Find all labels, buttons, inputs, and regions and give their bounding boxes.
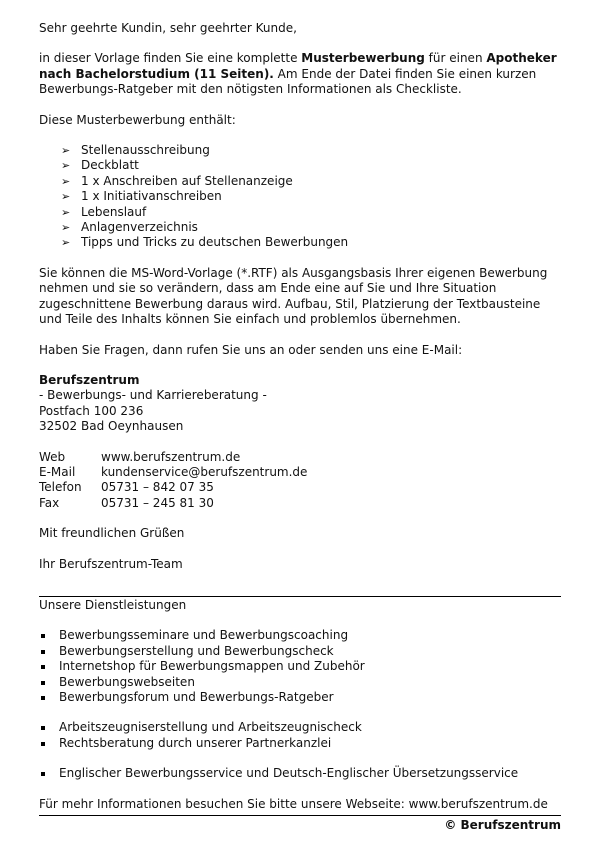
- intro-bold-musterbewerbung: Musterbewerbung: [301, 51, 425, 66]
- services-list-1: [39, 628, 561, 705]
- contact-value-fax: 05731 – 245 81 30: [101, 495, 214, 510]
- contact-label: E-Mail: [39, 464, 76, 479]
- org-postbox: Postfach 100 236: [39, 403, 144, 418]
- intro-text-2: für einen: [424, 51, 487, 66]
- greeting: Sehr geehrte Kundin, sehr geehrter Kunde,: [39, 21, 297, 35]
- closing: Mit freundlichen Grüßen: [39, 526, 185, 541]
- list-item: ➢ 1 x Initiativanschreiben: [61, 189, 561, 204]
- org-name: Berufszentrum: [39, 372, 140, 387]
- intro-text-3: Am Ende der Datei finden Sie einen kurzen Bewerbungs-Ratgeber mit den nötigsten Informationen als Checkliste.: [39, 66, 537, 97]
- list-item: ➢ Deckblatt: [61, 158, 561, 173]
- list-item: ➢ Lebenslauf: [61, 205, 561, 220]
- service-item: Arbeitszeugniserstellung und Arbeitszeugnischeck: [39, 720, 561, 735]
- contents-list: [39, 143, 561, 251]
- contact-value-phone: 05731 – 842 07 35: [101, 480, 214, 495]
- contact-row-phone: [39, 480, 307, 495]
- service-item: Englischer Bewerbungsservice und Deutsch-Englischer Übersetzungsservice: [39, 766, 561, 781]
- document-page: [39, 21, 561, 833]
- service-item: Bewerbungsseminare und Bewerbungscoaching: [39, 628, 561, 643]
- service-item: Bewerbungsforum und Bewerbungs-Ratgeber: [39, 690, 561, 705]
- list-item: ➢ Tipps und Tricks zu deutschen Bewerbungen: [61, 235, 561, 250]
- service-item: Rechtsberatung durch unserer Partnerkanzlei: [39, 736, 561, 751]
- intro-paragraph: [39, 51, 561, 97]
- list-item: ➢ Anlagenverzeichnis: [61, 220, 561, 235]
- list-item: ➢ 1 x Anschreiben auf Stellenanzeige: [61, 174, 561, 189]
- divider: [39, 596, 561, 597]
- list-item: ➢ Stellenausschreibung: [61, 143, 561, 158]
- org-tagline: - Bewerbungs- und Karriereberatung -: [39, 388, 267, 403]
- more-info: Für mehr Informationen besuchen Sie bitte unsere Webseite: www.berufszentrum.de: [39, 796, 548, 811]
- contact-table: [39, 450, 307, 512]
- service-item: Bewerbungserstellung und Bewerbungscheck: [39, 644, 561, 659]
- service-item: Internetshop für Bewerbungsmappen und Zubehör: [39, 659, 561, 674]
- contents-heading: Diese Musterbewerbung enthält:: [39, 112, 236, 127]
- copyright: © Berufszentrum: [444, 818, 561, 833]
- services-list-3: [39, 766, 561, 781]
- services-list-2: [39, 720, 561, 751]
- contact-label: Web: [39, 449, 66, 464]
- divider: [39, 815, 561, 816]
- services-heading: Unsere Dienstleistungen: [39, 597, 187, 612]
- contact-label: Telefon: [39, 480, 82, 495]
- org-city: 32502 Bad Oeynhausen: [39, 419, 184, 434]
- contact-label: Fax: [39, 495, 60, 510]
- signature: Ihr Berufszentrum-Team: [39, 556, 183, 571]
- contact-value-email[interactable]: kundenservice@berufszentrum.de: [101, 464, 308, 479]
- contact-value-web[interactable]: www.berufszentrum.de: [101, 449, 241, 464]
- service-item: Bewerbungswebseiten: [39, 675, 561, 690]
- usage-paragraph: Sie können die MS-Word-Vorlage (*.RTF) als Ausgangsbasis Ihrer eigenen Bewerbung nehmen und sie so verändern, dass am Ende eine auf Sie und Ihre Situation zugeschnittene Bewerbung daraus wird. Aufbau, Stil, Platzierung der Textbausteine und Teile des Inhalts können Sie einfach und problemlos übernehmen.: [39, 265, 548, 327]
- contact-row-email: [39, 465, 307, 480]
- intro-text-1: in dieser Vorlage finden Sie eine komplette: [39, 51, 302, 66]
- intro-bold-job-title: Apotheker nach Bachelorstudium (11 Seiten).: [39, 51, 557, 81]
- contact-row-fax: [39, 496, 307, 511]
- questions-paragraph: Haben Sie Fragen, dann rufen Sie uns an oder senden uns eine E-Mail:: [39, 342, 463, 357]
- contact-row-web: [39, 450, 307, 465]
